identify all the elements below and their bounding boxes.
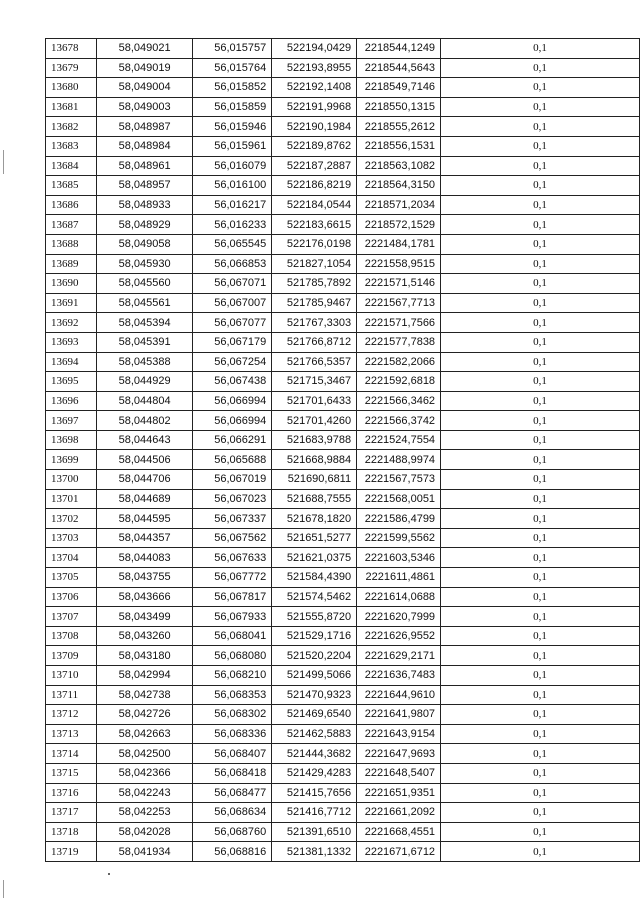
accuracy-cell: 0,1 [441,626,640,646]
accuracy-cell: 0,1 [441,450,640,470]
coordinates-table [45,38,640,862]
longitude-cell: 56,068760 [193,822,272,842]
point-number-cell: 13678 [46,39,97,59]
y-coordinate-cell: 2221641,9807 [357,705,441,725]
x-coordinate-cell: 521766,8712 [272,332,357,352]
y-coordinate-cell: 2221647,9693 [357,744,441,764]
latitude-cell: 58,044595 [96,509,193,529]
accuracy-cell: 0,1 [441,78,640,98]
x-coordinate-cell: 522190,1984 [272,117,357,137]
accuracy-cell: 0,1 [441,39,640,59]
y-coordinate-cell: 2221567,7573 [357,470,441,490]
longitude-cell: 56,067817 [193,587,272,607]
y-coordinate-cell: 2221568,0051 [357,489,441,509]
point-number-cell: 13701 [46,489,97,509]
y-coordinate-cell: 2221599,5562 [357,528,441,548]
longitude-cell: 56,067337 [193,509,272,529]
accuracy-cell: 0,1 [441,58,640,78]
x-coordinate-cell: 521462,5883 [272,724,357,744]
y-coordinate-cell: 2218550,1315 [357,97,441,117]
point-number-cell: 13681 [46,97,97,117]
longitude-cell: 56,066994 [193,411,272,431]
y-coordinate-cell: 2218556,1531 [357,136,441,156]
longitude-cell: 56,067772 [193,568,272,588]
x-coordinate-cell: 521429,4283 [272,763,357,783]
point-number-cell: 13697 [46,411,97,431]
latitude-cell: 58,045391 [96,332,193,352]
latitude-cell: 58,048987 [96,117,193,137]
x-coordinate-cell: 521766,5357 [272,352,357,372]
point-number-cell: 13692 [46,313,97,333]
latitude-cell: 58,042243 [96,783,193,803]
accuracy-cell: 0,1 [441,587,640,607]
table-row [46,763,640,783]
x-coordinate-cell: 521499,5066 [272,666,357,686]
latitude-cell: 58,049019 [96,58,193,78]
y-coordinate-cell: 2221644,9610 [357,685,441,705]
x-coordinate-cell: 521391,6510 [272,822,357,842]
point-number-cell: 13705 [46,568,97,588]
point-number-cell: 13707 [46,607,97,627]
longitude-cell: 56,016079 [193,156,272,176]
longitude-cell: 56,065688 [193,450,272,470]
table-row [46,705,640,725]
x-coordinate-cell: 522184,0544 [272,195,357,215]
y-coordinate-cell: 2221582,2066 [357,352,441,372]
point-number-cell: 13698 [46,430,97,450]
point-number-cell: 13718 [46,822,97,842]
latitude-cell: 58,044689 [96,489,193,509]
latitude-cell: 58,048984 [96,136,193,156]
x-coordinate-cell: 522189,8762 [272,136,357,156]
y-coordinate-cell: 2221620,7999 [357,607,441,627]
table-row [46,626,640,646]
x-coordinate-cell: 522186,8219 [272,176,357,196]
point-number-cell: 13709 [46,646,97,666]
x-coordinate-cell: 521701,4260 [272,411,357,431]
y-coordinate-cell: 2218571,2034 [357,195,441,215]
latitude-cell: 58,042500 [96,744,193,764]
accuracy-cell: 0,1 [441,763,640,783]
accuracy-cell: 0,1 [441,705,640,725]
point-number-cell: 13702 [46,509,97,529]
x-coordinate-cell: 521827,1054 [272,254,357,274]
table-row [46,842,640,862]
x-coordinate-cell: 521555,8720 [272,607,357,627]
table-row [46,568,640,588]
latitude-cell: 58,049004 [96,78,193,98]
table-row [46,313,640,333]
point-number-cell: 13679 [46,58,97,78]
latitude-cell: 58,048961 [96,156,193,176]
accuracy-cell: 0,1 [441,332,640,352]
longitude-cell: 56,066291 [193,430,272,450]
longitude-cell: 56,067562 [193,528,272,548]
point-number-cell: 13696 [46,391,97,411]
accuracy-cell: 0,1 [441,274,640,294]
longitude-cell: 56,067633 [193,548,272,568]
point-number-cell: 13691 [46,293,97,313]
y-coordinate-cell: 2218544,1249 [357,39,441,59]
accuracy-cell: 0,1 [441,842,640,862]
longitude-cell: 56,068407 [193,744,272,764]
y-coordinate-cell: 2221567,7713 [357,293,441,313]
y-coordinate-cell: 2221586,4799 [357,509,441,529]
point-number-cell: 13714 [46,744,97,764]
x-coordinate-cell: 521381,1332 [272,842,357,862]
latitude-cell: 58,045560 [96,274,193,294]
accuracy-cell: 0,1 [441,744,640,764]
latitude-cell: 58,042726 [96,705,193,725]
table-row [46,176,640,196]
table-row [46,58,640,78]
latitude-cell: 58,042738 [96,685,193,705]
point-number-cell: 13712 [46,705,97,725]
latitude-cell: 58,044929 [96,372,193,392]
y-coordinate-cell: 2221651,9351 [357,783,441,803]
point-number-cell: 13706 [46,587,97,607]
x-coordinate-cell: 522176,0198 [272,234,357,254]
latitude-cell: 58,048933 [96,195,193,215]
y-coordinate-cell: 2221648,5407 [357,763,441,783]
point-number-cell: 13708 [46,626,97,646]
longitude-cell: 56,068634 [193,803,272,823]
accuracy-cell: 0,1 [441,195,640,215]
accuracy-cell: 0,1 [441,607,640,627]
y-coordinate-cell: 2218563,1082 [357,156,441,176]
table-row [46,548,640,568]
latitude-cell: 58,044357 [96,528,193,548]
y-coordinate-cell: 2218555,2612 [357,117,441,137]
longitude-cell: 56,065545 [193,234,272,254]
y-coordinate-cell: 2218564,3150 [357,176,441,196]
accuracy-cell: 0,1 [441,372,640,392]
longitude-cell: 56,015961 [193,136,272,156]
latitude-cell: 58,042253 [96,803,193,823]
accuracy-cell: 0,1 [441,234,640,254]
table-row [46,391,640,411]
point-number-cell: 13704 [46,548,97,568]
table-row [46,352,640,372]
point-number-cell: 13700 [46,470,97,490]
point-number-cell: 13694 [46,352,97,372]
x-coordinate-cell: 521688,7555 [272,489,357,509]
longitude-cell: 56,068210 [193,666,272,686]
accuracy-cell: 0,1 [441,548,640,568]
latitude-cell: 58,044506 [96,450,193,470]
longitude-cell: 56,015852 [193,78,272,98]
latitude-cell: 58,044804 [96,391,193,411]
table-row [46,39,640,59]
longitude-cell: 56,016100 [193,176,272,196]
accuracy-cell: 0,1 [441,156,640,176]
latitude-cell: 58,042028 [96,822,193,842]
table-row [46,685,640,705]
x-coordinate-cell: 521668,9884 [272,450,357,470]
longitude-cell: 56,068336 [193,724,272,744]
y-coordinate-cell: 2221661,2092 [357,803,441,823]
ink-mark [108,873,110,875]
longitude-cell: 56,067077 [193,313,272,333]
longitude-cell: 56,068302 [193,705,272,725]
accuracy-cell: 0,1 [441,430,640,450]
accuracy-cell: 0,1 [441,509,640,529]
x-coordinate-cell: 521715,3467 [272,372,357,392]
accuracy-cell: 0,1 [441,783,640,803]
x-coordinate-cell: 522183,6615 [272,215,357,235]
point-number-cell: 13687 [46,215,97,235]
accuracy-cell: 0,1 [441,117,640,137]
y-coordinate-cell: 2221603,5346 [357,548,441,568]
table-row [46,822,640,842]
table-row [46,411,640,431]
table-row [46,156,640,176]
point-number-cell: 13711 [46,685,97,705]
accuracy-cell: 0,1 [441,646,640,666]
table-row [46,489,640,509]
table-row [46,803,640,823]
point-number-cell: 13683 [46,136,97,156]
latitude-cell: 58,044706 [96,470,193,490]
longitude-cell: 56,016233 [193,215,272,235]
y-coordinate-cell: 2221571,5146 [357,274,441,294]
x-coordinate-cell: 521584,4390 [272,568,357,588]
x-coordinate-cell: 521701,6433 [272,391,357,411]
x-coordinate-cell: 522191,9968 [272,97,357,117]
longitude-cell: 56,068041 [193,626,272,646]
accuracy-cell: 0,1 [441,391,640,411]
longitude-cell: 56,067933 [193,607,272,627]
y-coordinate-cell: 2218572,1529 [357,215,441,235]
table-row [46,372,640,392]
y-coordinate-cell: 2218549,7146 [357,78,441,98]
point-number-cell: 13713 [46,724,97,744]
accuracy-cell: 0,1 [441,666,640,686]
table-row [46,254,640,274]
latitude-cell: 58,042366 [96,763,193,783]
accuracy-cell: 0,1 [441,293,640,313]
accuracy-cell: 0,1 [441,568,640,588]
longitude-cell: 56,015859 [193,97,272,117]
table-row [46,78,640,98]
accuracy-cell: 0,1 [441,97,640,117]
latitude-cell: 58,043666 [96,587,193,607]
y-coordinate-cell: 2221629,2171 [357,646,441,666]
longitude-cell: 56,068080 [193,646,272,666]
table-row [46,332,640,352]
x-coordinate-cell: 521785,7892 [272,274,357,294]
x-coordinate-cell: 522194,0429 [272,39,357,59]
point-number-cell: 13690 [46,274,97,294]
longitude-cell: 56,068477 [193,783,272,803]
latitude-cell: 58,043180 [96,646,193,666]
x-coordinate-cell: 521785,9467 [272,293,357,313]
latitude-cell: 58,044083 [96,548,193,568]
x-coordinate-cell: 522192,1408 [272,78,357,98]
table-row [46,274,640,294]
table-row [46,195,640,215]
latitude-cell: 58,044802 [96,411,193,431]
accuracy-cell: 0,1 [441,136,640,156]
y-coordinate-cell: 2221636,7483 [357,666,441,686]
y-coordinate-cell: 2221571,7566 [357,313,441,333]
x-coordinate-cell: 521690,6811 [272,470,357,490]
latitude-cell: 58,044643 [96,430,193,450]
latitude-cell: 58,048957 [96,176,193,196]
point-number-cell: 13686 [46,195,97,215]
latitude-cell: 58,048929 [96,215,193,235]
longitude-cell: 56,015946 [193,117,272,137]
accuracy-cell: 0,1 [441,313,640,333]
accuracy-cell: 0,1 [441,254,640,274]
longitude-cell: 56,016217 [193,195,272,215]
longitude-cell: 56,067019 [193,470,272,490]
table-row [46,528,640,548]
accuracy-cell: 0,1 [441,724,640,744]
table-row [46,744,640,764]
table-row [46,234,640,254]
longitude-cell: 56,068353 [193,685,272,705]
point-number-cell: 13716 [46,783,97,803]
y-coordinate-cell: 2221671,6712 [357,842,441,862]
table-row [46,470,640,490]
point-number-cell: 13680 [46,78,97,98]
latitude-cell: 58,049021 [96,39,193,59]
latitude-cell: 58,045394 [96,313,193,333]
y-coordinate-cell: 2221592,6818 [357,372,441,392]
longitude-cell: 56,066994 [193,391,272,411]
x-coordinate-cell: 521651,5277 [272,528,357,548]
point-number-cell: 13684 [46,156,97,176]
longitude-cell: 56,068418 [193,763,272,783]
point-number-cell: 13689 [46,254,97,274]
table-row [46,136,640,156]
y-coordinate-cell: 2221566,3462 [357,391,441,411]
accuracy-cell: 0,1 [441,352,640,372]
y-coordinate-cell: 2221484,1781 [357,234,441,254]
point-number-cell: 13715 [46,763,97,783]
latitude-cell: 58,043499 [96,607,193,627]
longitude-cell: 56,067438 [193,372,272,392]
point-number-cell: 13699 [46,450,97,470]
x-coordinate-cell: 521767,3303 [272,313,357,333]
table-row [46,97,640,117]
latitude-cell: 58,049058 [96,234,193,254]
accuracy-cell: 0,1 [441,489,640,509]
x-coordinate-cell: 521621,0375 [272,548,357,568]
latitude-cell: 58,049003 [96,97,193,117]
table-row [46,430,640,450]
longitude-cell: 56,015757 [193,39,272,59]
longitude-cell: 56,015764 [193,58,272,78]
y-coordinate-cell: 2221668,4551 [357,822,441,842]
point-number-cell: 13719 [46,842,97,862]
y-coordinate-cell: 2221611,4861 [357,568,441,588]
accuracy-cell: 0,1 [441,470,640,490]
accuracy-cell: 0,1 [441,411,640,431]
accuracy-cell: 0,1 [441,528,640,548]
longitude-cell: 56,067071 [193,274,272,294]
table-row [46,117,640,137]
point-number-cell: 13688 [46,234,97,254]
x-coordinate-cell: 522187,2887 [272,156,357,176]
table-row [46,666,640,686]
table-row [46,215,640,235]
x-coordinate-cell: 522193,8955 [272,58,357,78]
latitude-cell: 58,045561 [96,293,193,313]
point-number-cell: 13710 [46,666,97,686]
y-coordinate-cell: 2221558,9515 [357,254,441,274]
margin-scan-mark [3,150,4,174]
x-coordinate-cell: 521683,9788 [272,430,357,450]
longitude-cell: 56,066853 [193,254,272,274]
y-coordinate-cell: 2221643,9154 [357,724,441,744]
point-number-cell: 13682 [46,117,97,137]
point-number-cell: 13693 [46,332,97,352]
x-coordinate-cell: 521678,1820 [272,509,357,529]
latitude-cell: 58,042663 [96,724,193,744]
point-number-cell: 13717 [46,803,97,823]
y-coordinate-cell: 2221614,0688 [357,587,441,607]
x-coordinate-cell: 521470,9323 [272,685,357,705]
margin-scan-mark [3,880,4,898]
latitude-cell: 58,041934 [96,842,193,862]
x-coordinate-cell: 521520,2204 [272,646,357,666]
latitude-cell: 58,043755 [96,568,193,588]
accuracy-cell: 0,1 [441,822,640,842]
table-row [46,724,640,744]
accuracy-cell: 0,1 [441,176,640,196]
latitude-cell: 58,043260 [96,626,193,646]
x-coordinate-cell: 521416,7712 [272,803,357,823]
point-number-cell: 13685 [46,176,97,196]
table-row [46,607,640,627]
latitude-cell: 58,042994 [96,666,193,686]
y-coordinate-cell: 2221488,9974 [357,450,441,470]
table-row [46,646,640,666]
longitude-cell: 56,067179 [193,332,272,352]
point-number-cell: 13703 [46,528,97,548]
latitude-cell: 58,045930 [96,254,193,274]
x-coordinate-cell: 521415,7656 [272,783,357,803]
table-row [46,293,640,313]
accuracy-cell: 0,1 [441,803,640,823]
longitude-cell: 56,067007 [193,293,272,313]
latitude-cell: 58,045388 [96,352,193,372]
longitude-cell: 56,068816 [193,842,272,862]
x-coordinate-cell: 521469,6540 [272,705,357,725]
accuracy-cell: 0,1 [441,685,640,705]
point-number-cell: 13695 [46,372,97,392]
longitude-cell: 56,067254 [193,352,272,372]
table-row [46,509,640,529]
y-coordinate-cell: 2221577,7838 [357,332,441,352]
longitude-cell: 56,067023 [193,489,272,509]
x-coordinate-cell: 521444,3682 [272,744,357,764]
x-coordinate-cell: 521529,1716 [272,626,357,646]
y-coordinate-cell: 2221566,3742 [357,411,441,431]
y-coordinate-cell: 2221626,9552 [357,626,441,646]
table-row [46,783,640,803]
y-coordinate-cell: 2218544,5643 [357,58,441,78]
y-coordinate-cell: 2221524,7554 [357,430,441,450]
accuracy-cell: 0,1 [441,215,640,235]
table-row [46,450,640,470]
table-row [46,587,640,607]
x-coordinate-cell: 521574,5462 [272,587,357,607]
